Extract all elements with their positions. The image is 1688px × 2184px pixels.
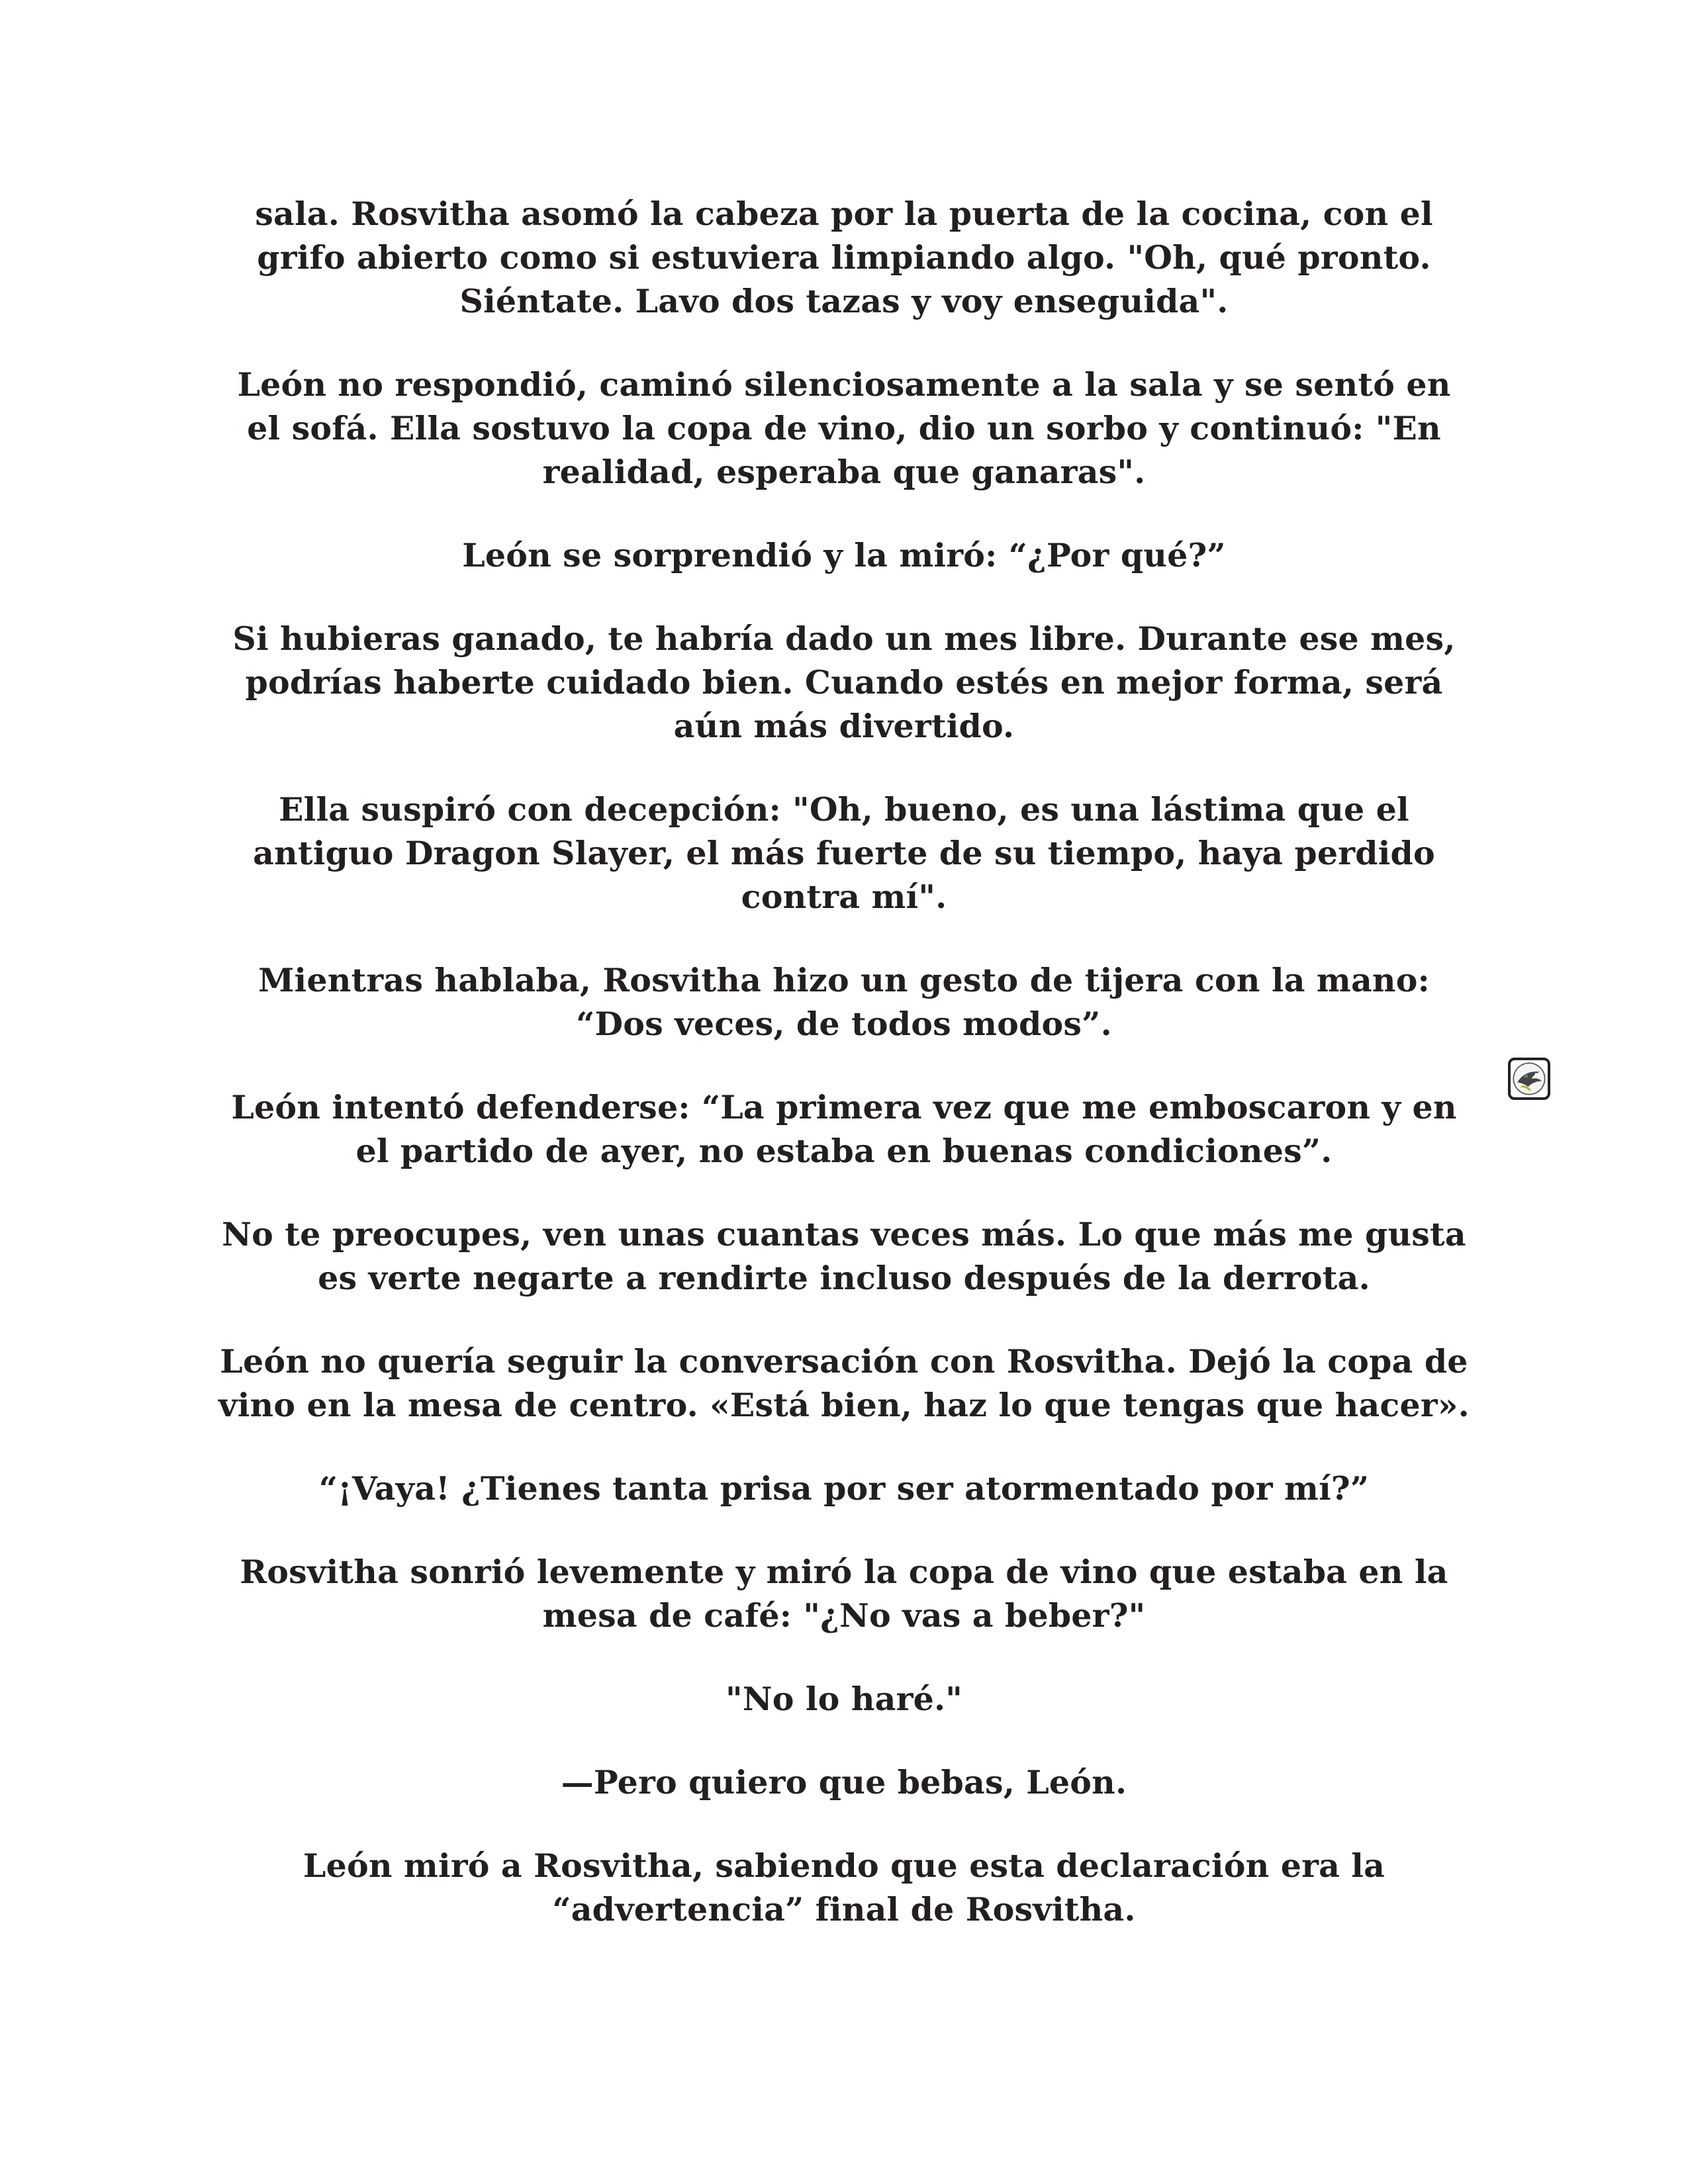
paragraph-12: "No lo haré." xyxy=(726,1680,962,1718)
paragraph-3: León se sorprendió y la miró: “¿Por qué?” xyxy=(462,536,1226,574)
paragraph-6: Mientras hablaba, Rosvitha hizo un gesto de tijera con la mano: “Dos veces, de todos modos”. xyxy=(258,961,1430,1043)
paragraph-1: sala. Rosvitha asomó la cabeza por la puerta de la cocina, con el grifo abierto como si estuviera limpiando algo. "Oh, qué pronto. Siéntate. Lavo dos tazas y voy enseguida". xyxy=(255,195,1433,320)
paragraph-4: Si hubieras ganado, te habría dado un mes libre. Durante ese mes, podrías haberte cuidado bien. Cuando estés en mejor forma, será aún más divertido. xyxy=(232,619,1456,745)
paragraph-14: León miró a Rosvitha, sabiendo que esta declaración era la “advertencia” final de Rosvitha. xyxy=(303,1846,1385,1929)
paragraph-11: Rosvitha sonrió levemente y miró la copa de vino que estaba en la mesa de café: "¿No vas a beber?" xyxy=(240,1553,1448,1635)
paragraph-2: León no respondió, caminó silenciosamente a la sala y se sentó en el sofá. Ella sostuvo la copa de vino, dio un sorbo y continuó: "En realidad, esperaba que ganaras". xyxy=(237,365,1451,491)
dragon-emblem-graphic xyxy=(1511,1060,1548,1097)
story-text xyxy=(218,192,1470,1931)
paragraph-5: Ella suspiró con decepción: "Oh, bueno, es una lástima que el antiguo Dragon Slayer, el más fuerte de su tiempo, haya perdido contra mí". xyxy=(253,790,1435,916)
paragraph-13: —Pero quiero que bebas, León. xyxy=(561,1763,1127,1801)
paragraph-7: León intentó defenderse: “La primera vez que me emboscaron y en el partido de ayer, no estaba en buenas condiciones”. xyxy=(231,1088,1457,1170)
paragraph-8: No te preocupes, ven unas cuantas veces más. Lo que más me gusta es verte negarte a rendirte incluso después de la derrota. xyxy=(222,1215,1466,1297)
paragraph-9: León no quería seguir la conversación con Rosvitha. Dejó la copa de vino en la mesa de centro. «Está bien, haz lo que tengas que hacer». xyxy=(218,1342,1470,1424)
paragraph-10: “¡Vaya! ¿Tienes tanta prisa por ser atormentado por mí?” xyxy=(318,1469,1370,1508)
dragon-emblem-icon[interactable] xyxy=(1508,1058,1550,1100)
